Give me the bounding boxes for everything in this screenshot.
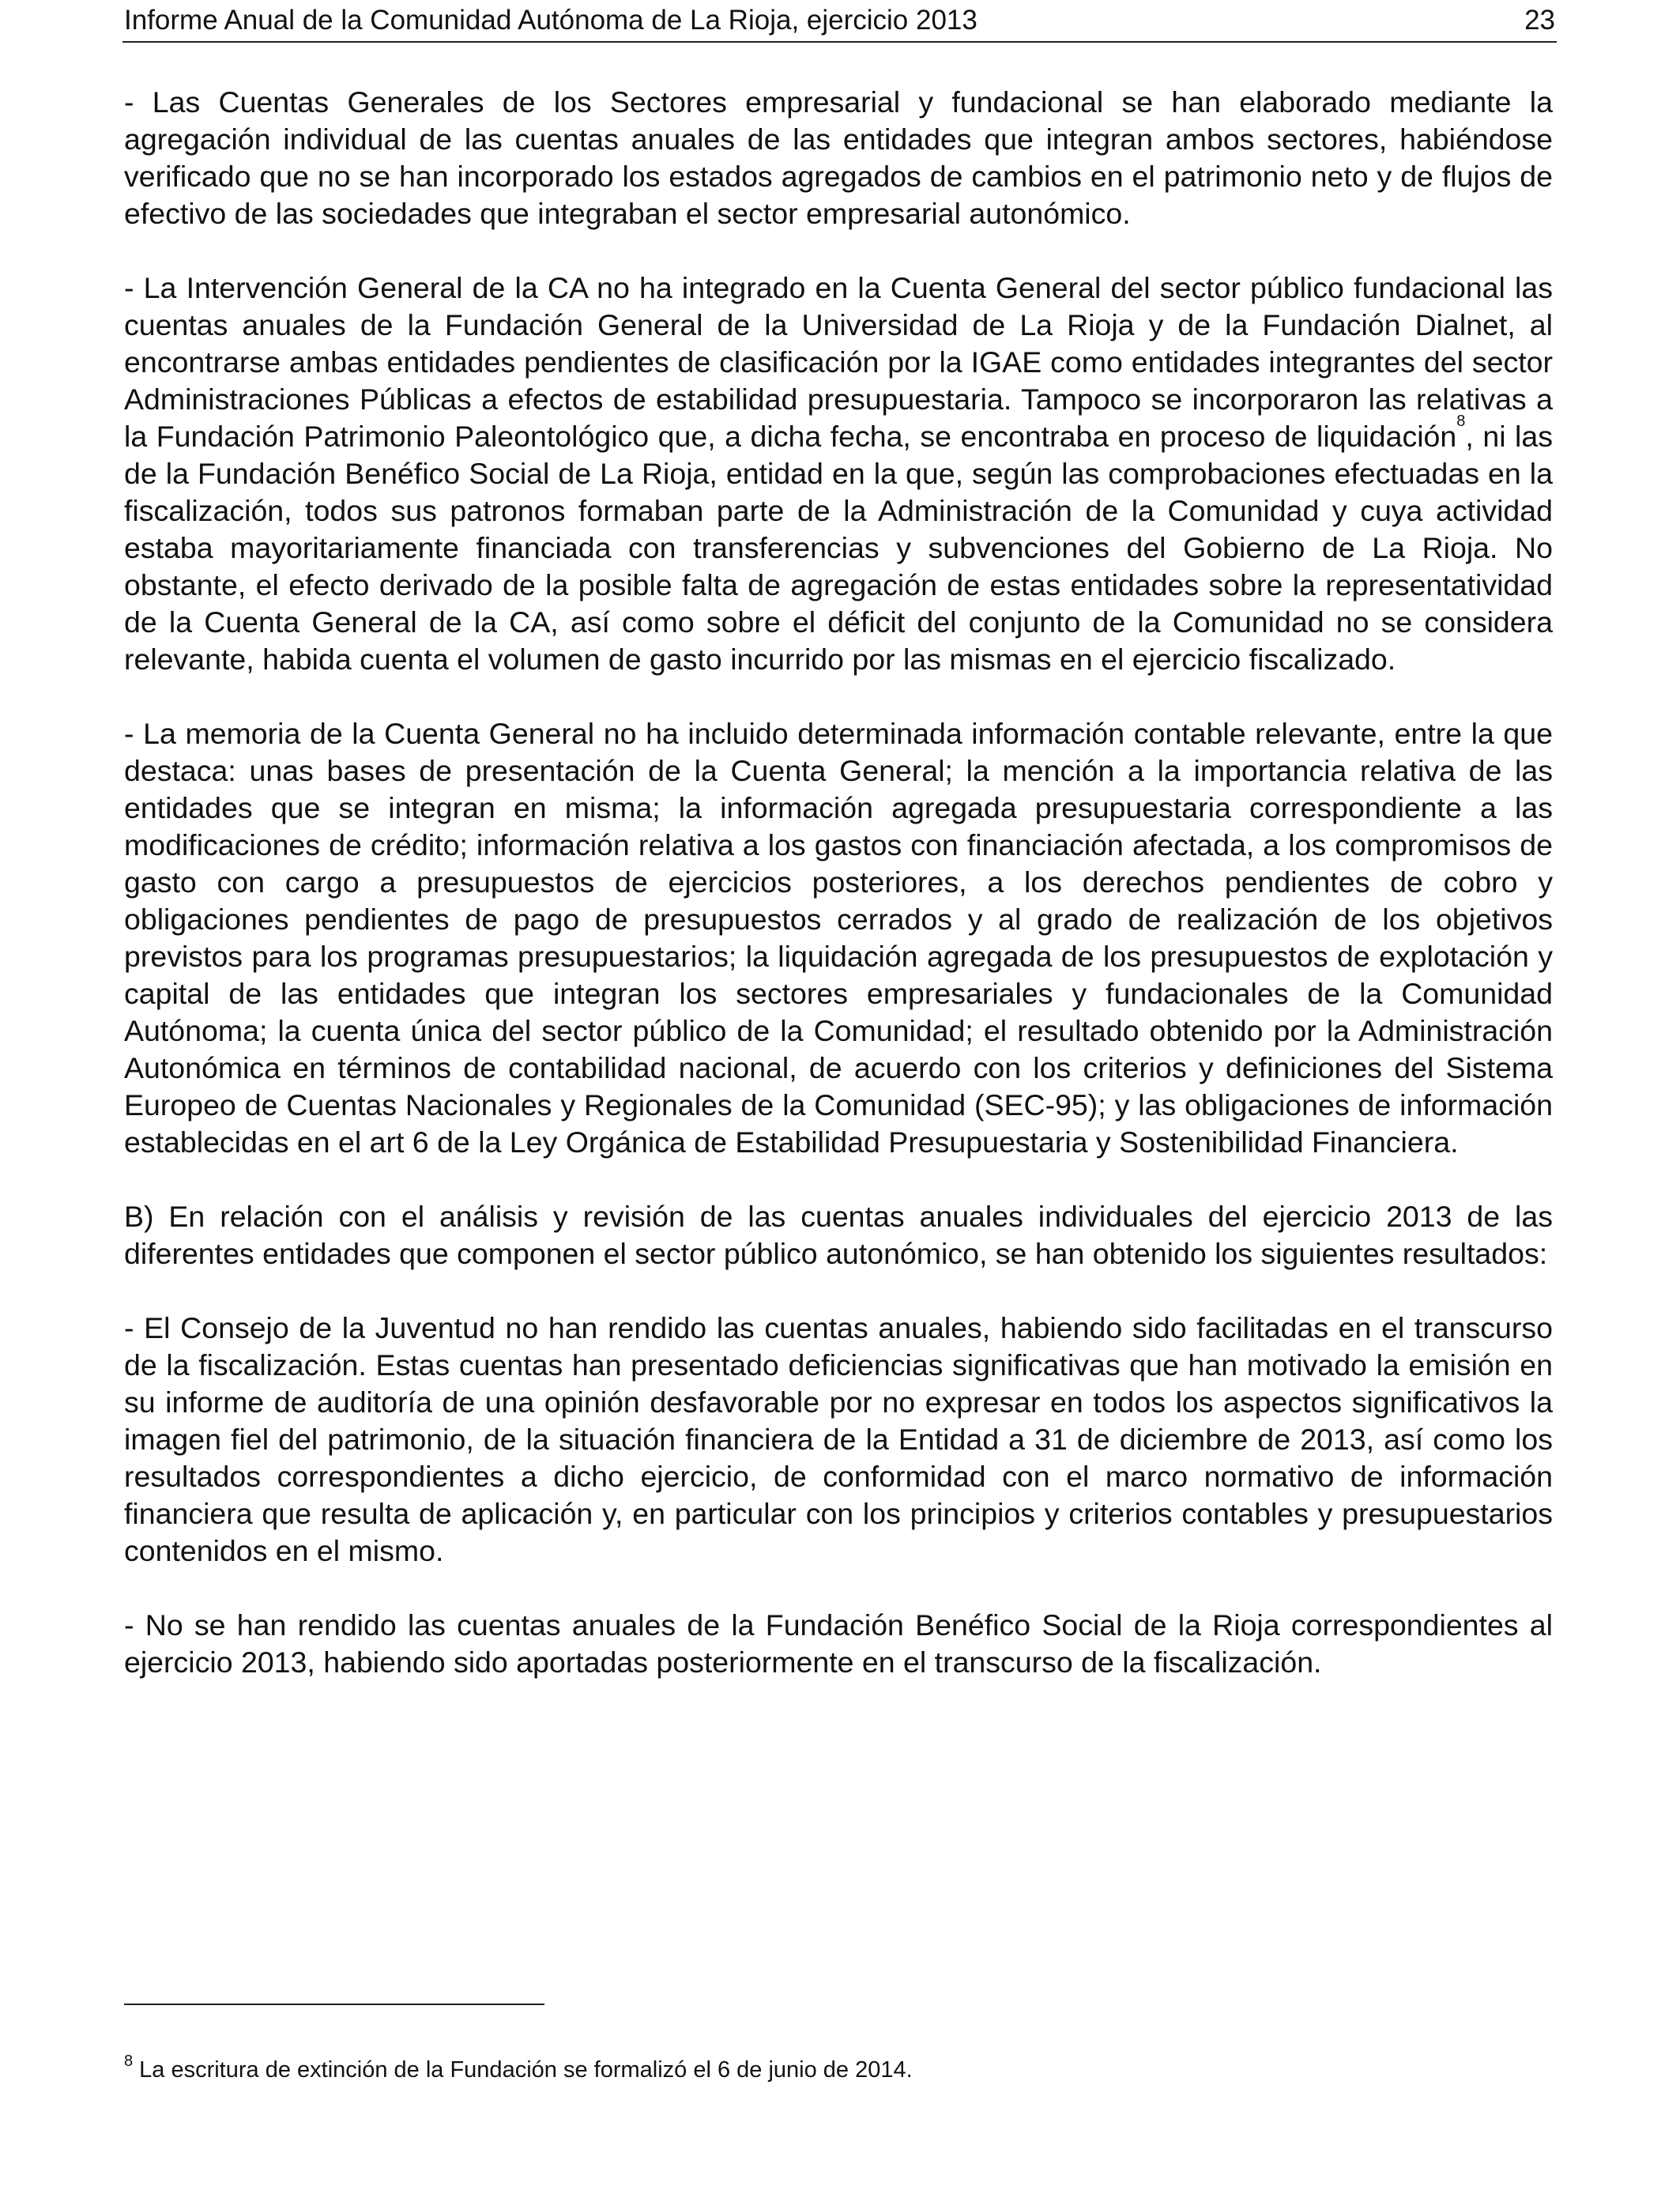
page-header (122, 3, 1557, 43)
paragraph-memoria: - La memoria de la Cuenta General no ha incluido determinada información contable relevante, entre la que destaca: unas bases de presentación de la Cuenta General; la mención a la importancia relativa de las entidades que se integran en misma; la información agregada presupuestaria correspondiente a las modificaciones de crédito; información relativa a los gastos con financiación afectada, a los compromisos de gasto con cargo a presupuestos de ejercicios posteriores, a los derechos pendientes de cobro y obligaciones pendientes de pago de presupuestos cerrados y al grado de realización de los objetivos previstos para los programas presupuestarios; la liquidación agregada de los presupuestos de explotación y capital de las entidades que integran los sectores empresariales y fundacionales de la Comunidad Autónoma; la cuenta única del sector público de la Comunidad; el resultado obtenido por la Administración Autonómica en términos de contabilidad nacional, de acuerdo con los criterios y definiciones del Sistema Europeo de Cuentas Nacionales y Regionales de la Comunidad (SEC-95); y las obligaciones de información establecidas en el art 6 de la Ley Orgánica de Estabilidad Presupuestaria y Sostenibilidad Financiera. (124, 717, 1553, 1159)
footnote-reference[interactable]: 8 (1456, 413, 1466, 430)
document-body (124, 84, 1553, 1681)
footnote-number: 8 (124, 2053, 134, 2070)
footnote-text: La escritura de extinción de la Fundación se formalizó el 6 de junio de 2014. (139, 2057, 913, 2083)
paragraph-fundacion-benefico: - No se han rendido las cuentas anuales de la Fundación Benéfico Social de la Rioja correspondientes al ejercicio 2013, habiendo sido aportadas posteriormente en el transcurso de la fiscalización. (124, 1608, 1553, 1679)
paragraph-part: - La Intervención General de la CA no ha integrado en la Cuenta General del sector público fundacional las cuentas anuales de la Fundación General de la Universidad de La Rioja y de la Fundación Dialnet, al encontrarse ambas entidades pendientes de clasificación por la IGAE como entidades integrantes del sector Administraciones Públicas a efectos de estabilidad presupuestaria. Tampoco se incorporaron las relativas a la Fundación Patrimonio Paleontológico que, a dicha fecha, se encontraba en proceso de liquidación (124, 271, 1553, 453)
paragraph-consejo-juventud: - El Consejo de la Juventud no han rendido las cuentas anuales, habiendo sido facilitadas en el transcurso de la fiscalización. Estas cuentas han presentado deficiencias significativas que han motivado la emisión en su informe de auditoría de una opinión desfavorable por no expresar en todos los aspectos significativos la imagen fiel del patrimonio, de la situación financiera de la Entidad a 31 de diciembre de 2013, así como los resultados correspondientes a dicho ejercicio, de conformidad con el marco normativo de información financiera que resulta de aplicación y, en particular con los principios y criterios contables y presupuestarios contenidos en el mismo. (124, 1311, 1553, 1567)
footnote-separator (124, 2004, 544, 2005)
page-number: 23 (1524, 5, 1555, 36)
footnote (124, 2053, 1553, 2083)
paragraph-sector-accounts: - Las Cuentas Generales de los Sectores empresarial y fundacional se han elaborado mediante la agregación individual de las cuentas anuales de las entidades que integran ambos sectores, habiéndose verificado que no se han incorporado los estados agregados de cambios en el patrimonio neto y de flujos de efectivo de las sociedades que integraban el sector empresarial autonómico. (124, 85, 1553, 230)
header-title: Informe Anual de la Comunidad Autónoma de La Rioja, ejercicio 2013 (124, 5, 977, 36)
paragraph-fundacional-integration (124, 270, 1553, 678)
paragraph-part: , ni las de la Fundación Benéfico Social de La Rioja, entidad en la que, según las comprobaciones efectuadas en la fiscalización, todos sus patronos formaban parte de la Administración de la Comunidad y cuya actividad estaba mayoritariamente financiada con transferencias y subvenciones del Gobierno de La Rioja. No obstante, el efecto derivado de la posible falta de agregación de estas entidades sobre la representatividad de la Cuenta General de la CA, así como sobre el déficit del conjunto de la Comunidad no se considera relevante, habida cuenta el volumen de gasto incurrido por las mismas en el ejercicio fiscalizado. (124, 420, 1553, 676)
paragraph-section-b: B) En relación con el análisis y revisión de las cuentas anuales individuales del ejercicio 2013 de las diferentes entidades que componen el sector público autonómico, se han obtenido los siguientes resultados: (124, 1200, 1553, 1270)
